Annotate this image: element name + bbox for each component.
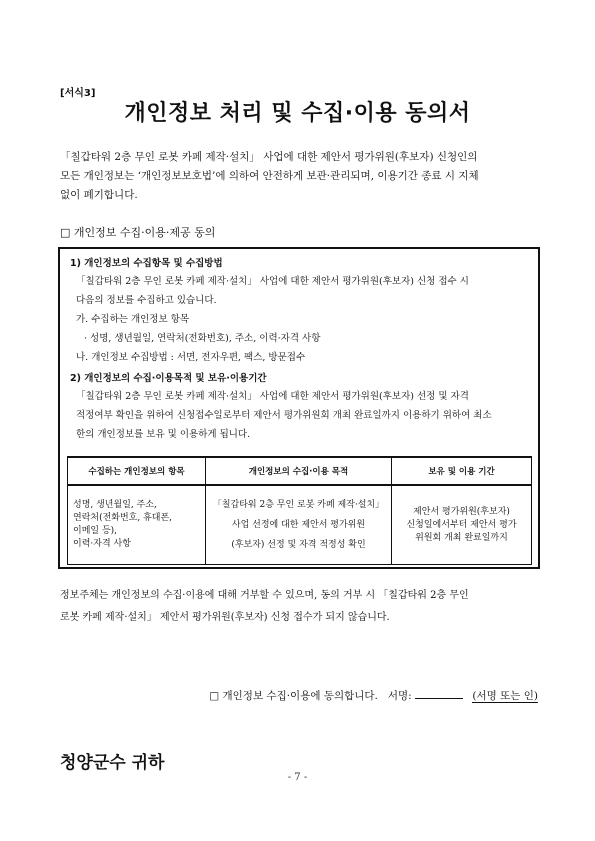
table-header: 수집하는 개인정보의 항목 [68,457,206,485]
refusal-line: 로봇 카페 제작·설치」 제안서 평가위원(후보자) 신청 접수가 되지 않습니다. [60,612,390,623]
consent-text: 개인정보 수집·이용에 동의합니다. [222,690,378,702]
section-heading-label: 개인정보 수집·이용·제공 동의 [73,226,216,239]
table-cell-purpose [206,485,392,565]
cell-line: 사업 선정에 대한 제안서 평가위원 [231,520,366,530]
collected-items-heading: 가. 수집하는 개인정보 항목 [76,314,190,325]
cell-line: 위원회 개최 완료일까지 [415,532,508,543]
subsection-1-text: 「칠갑타워 2층 무인 로봇 카페 제작·설치」 사업에 대한 제안서 평가위원(후보자) 신청 접수 시 [76,276,469,287]
cell-line: 신청일에서부터 제안서 평가 [406,519,517,530]
table-row [68,485,532,565]
cell-line: (후보자) 선정 및 자격 적정성 확인 [231,540,366,550]
recipient: 청양군수 귀하 [60,753,165,773]
cell-line: 연락처(전화번호, 휴대폰, [73,513,173,523]
table-cell-period [392,485,532,565]
signature-hint: (서명 또는 인) [472,690,538,702]
collection-method: 나. 개인정보 수집방법 : 서면, 전자우편, 팩스, 방문접수 [76,352,306,363]
cell-line: 제안서 평가위원(후보자) [413,506,510,517]
page-number: - 7 - [287,772,308,783]
consent-checkbox[interactable]: □ [209,690,220,702]
table-header: 개인정보의 수집·이용 목적 [206,457,392,485]
refusal-notice [60,585,538,629]
signature-field[interactable] [415,687,463,699]
intro-line: 「칠갑타워 2층 무인 로봇 카페 제작·설치」 사업에 대한 제안서 평가위원(후보자) 신청인의 [60,151,478,163]
cell-line: 성명, 생년월일, 주소, [73,500,157,510]
table-header-row [68,457,532,485]
subsection-2-text: 「칠갑타워 2층 무인 로봇 카페 제작·설치」 사업에 대한 제안서 평가위원(후보자) 선정 및 자격 [76,391,469,402]
subsection-2-text: 적정여부 확인을 위하여 신청접수일로부터 제안서 평가위원회 개최 완료일까지 이용하기 위하여 최소 [76,410,492,421]
cell-line: 이메일 등), [73,526,118,536]
intro-line: 없이 폐기합니다. [60,189,138,201]
intro-paragraph [60,148,538,205]
consent-signature-line [60,687,538,703]
subsection-1-title: 1) 개인정보의 수집항목 및 수집방법 [70,258,223,269]
form-number: [서식3] [60,88,96,99]
refusal-line: 정보주체는 개인정보의 수집·이용에 대해 거부할 수 있으며, 동의 거부 시 「칠갑타워 2층 무인 [60,590,469,601]
subsection-2-title: 2) 개인정보의 수집·이용목적 및 보유·이용기간 [70,373,267,384]
table-cell-items [68,485,206,565]
document-title: 개인정보 처리 및 수집·이용 동의서 [124,101,471,126]
consent-details-box [58,247,540,569]
intro-line: 모든 개인정보는 ‘개인정보보호법’에 의하여 안전하게 보관·관리되며, 이용기간 종료 시 지체 [60,170,479,182]
cell-line: 이력·자격 사항 [73,539,131,549]
collection-table [67,456,532,565]
table-header: 보유 및 이용 기간 [392,457,532,485]
checkbox-icon[interactable]: □ [60,226,71,239]
collected-items-list: · 성명, 생년월일, 연락처(전화번호), 주소, 이력·자격 사항 [84,333,321,344]
cell-line: 「칠갑타워 2층 무인 로봇 카페 제작·설치」 [212,500,385,510]
subsection-2-text: 한의 개인정보를 보유 및 이용하게 됩니다. [76,429,251,440]
signature-label: 서명: [387,690,412,702]
subsection-1-text: 다음의 정보를 수집하고 있습니다. [76,295,217,306]
section-heading [60,224,215,240]
